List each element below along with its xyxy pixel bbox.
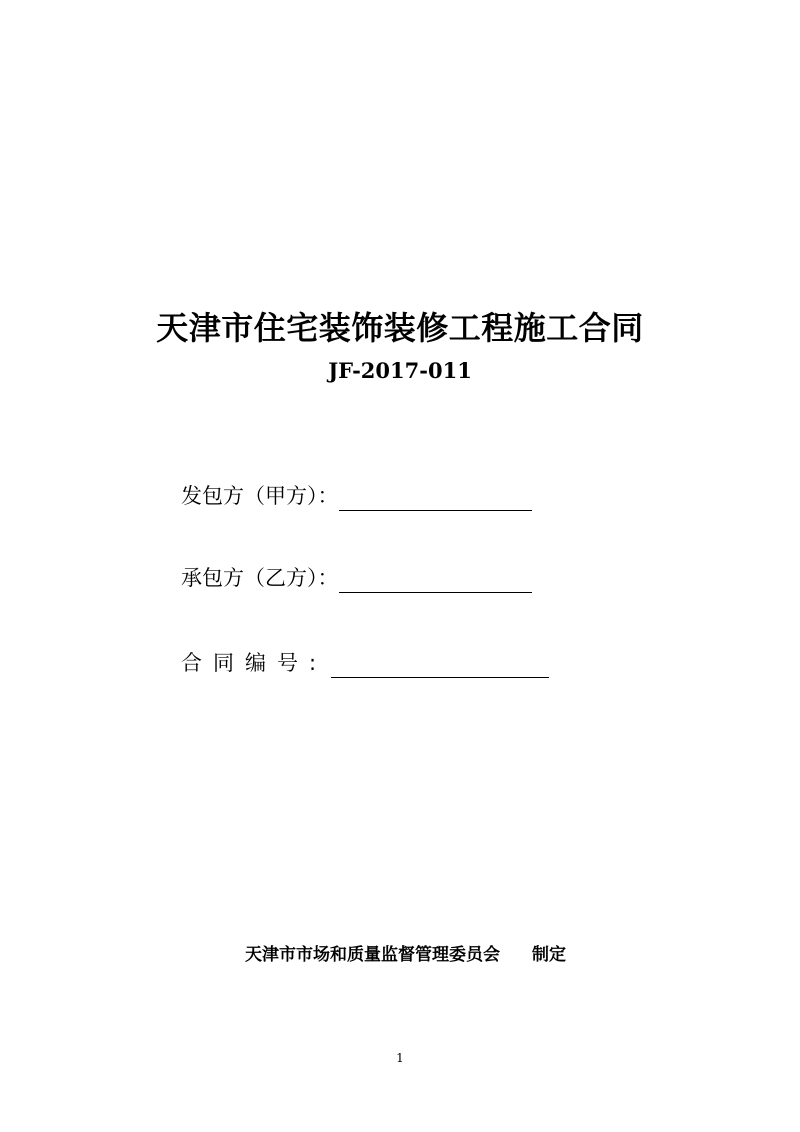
party-a-field [181,481,532,511]
contract-number-blank-line [331,655,549,678]
party-a-blank-line [339,488,532,511]
party-b-label: 承包方（乙方）： [181,566,339,590]
issuer-name: 天津市市场和质量监督管理委员会 [245,945,500,965]
party-a-label: 发包方（甲方）： [181,484,339,508]
party-b-blank-line [339,570,532,593]
contract-number-label: 合同编号: [181,651,328,675]
issuer-suffix: 制定 [532,945,566,965]
contract-number-field [181,648,549,678]
page-number: 1 [396,1051,404,1065]
party-b-field [181,563,532,593]
document-code: JF-2017-011 [328,358,472,383]
issuer-line [245,942,566,968]
document-title: 天津市住宅装饰装修工程施工合同 [156,309,644,347]
